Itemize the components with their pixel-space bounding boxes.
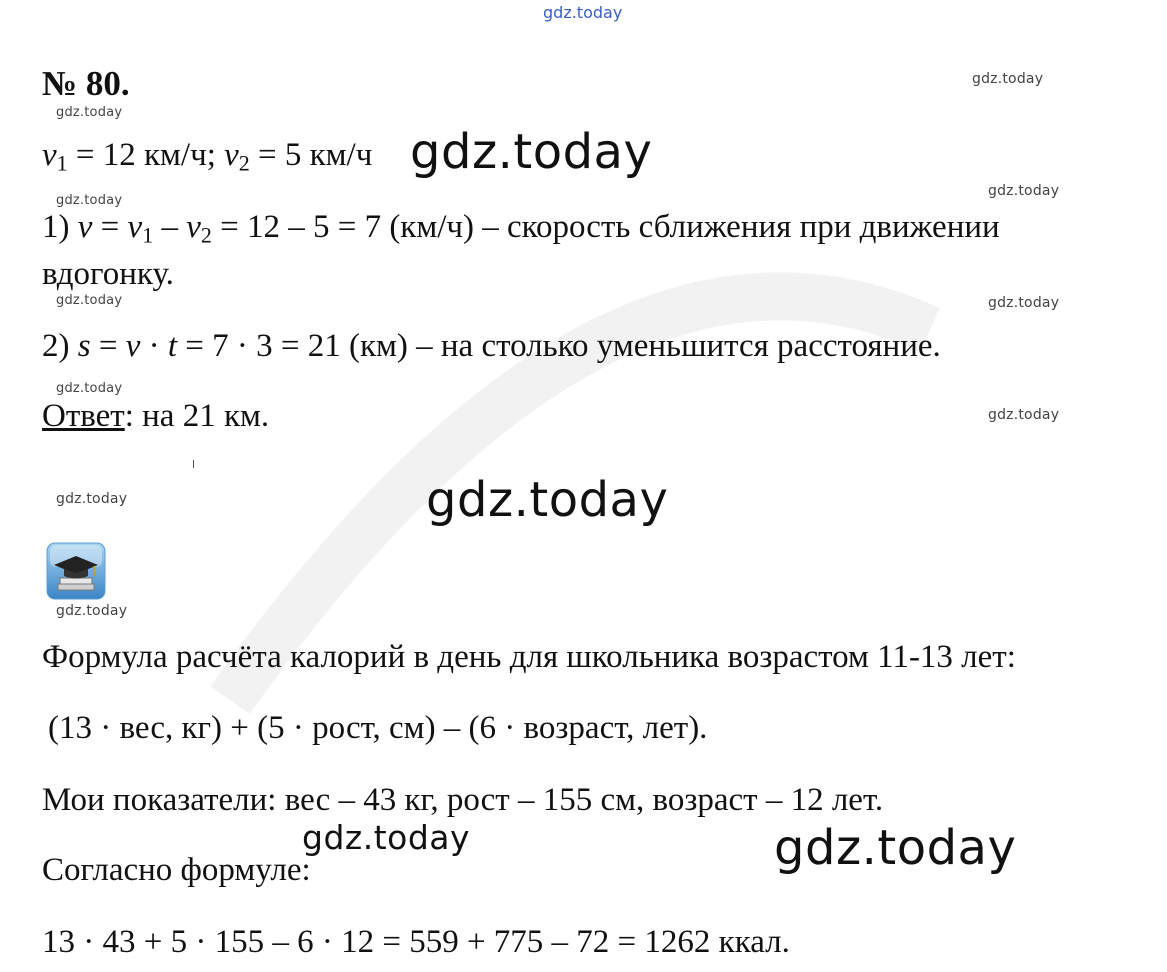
equals-sign: = — [92, 209, 128, 245]
step-2-calculation: = 7 · 3 = 21 (км) – на столько уменьшится расстояние. — [177, 328, 941, 364]
according-to-formula: Согласно формуле: — [42, 852, 311, 888]
calories-formula-heading: Формула расчёта калорий в день для школьника возрастом 11-13 лет: — [42, 639, 1016, 675]
small-watermark: gdz.today — [56, 293, 123, 308]
v-symbol: v — [77, 209, 93, 245]
step-2-number: 2) — [42, 328, 78, 364]
small-watermark: gdz.today — [988, 295, 1060, 311]
step-2-line — [42, 330, 941, 363]
big-watermark: gdz.today — [774, 820, 1017, 876]
step-1-calculation: = 12 – 5 = 7 (км/ч) – скорость сближения при движении — [211, 209, 1000, 245]
calories-formula: (13 · вес, кг) + (5 · рост, см) – (6 · возраст, лет). — [48, 710, 708, 746]
small-watermark: gdz.today — [988, 407, 1060, 423]
small-watermark: gdz.today — [56, 603, 128, 619]
v1-subscript: 1 — [142, 222, 154, 248]
small-watermark: gdz.today — [972, 71, 1044, 87]
small-watermark: gdz.today — [56, 105, 123, 120]
small-watermark: gdz.today — [56, 381, 123, 396]
top-watermark[interactable]: gdz.today — [543, 3, 623, 22]
v2-symbol: v — [186, 209, 201, 245]
v1-symbol: v — [42, 137, 57, 173]
my-parameters: Мои показатели: вес – 43 кг, рост – 155 см, возраст – 12 лет. — [42, 782, 884, 818]
t-symbol: t — [167, 328, 178, 364]
v2-symbol: v — [224, 137, 239, 173]
step-1-number: 1) — [42, 209, 78, 245]
step-1-line-1 — [42, 211, 1000, 247]
minus-sign: – — [153, 209, 187, 245]
given-line — [42, 139, 372, 175]
calories-calculation: 13 · 43 + 5 · 155 – 6 · 12 = 559 + 775 – 72 = 1262 ккал. — [42, 924, 790, 960]
v1-symbol: v — [127, 209, 143, 245]
problem-title: № 80. — [42, 64, 130, 103]
s-symbol: s — [77, 328, 91, 364]
graduation-cap-icon[interactable] — [46, 542, 106, 600]
big-watermark: gdz.today — [410, 124, 653, 180]
small-watermark: gdz.today — [56, 491, 128, 507]
small-watermark: gdz.today — [56, 193, 123, 208]
v1-value: = 12 км/ч; — [67, 137, 225, 173]
big-watermark: gdz.today — [302, 818, 471, 857]
v1-subscript: 1 — [56, 150, 68, 176]
stray-mark — [193, 460, 194, 468]
small-watermark: gdz.today — [988, 183, 1060, 199]
v2-value: = 5 км/ч — [249, 137, 373, 173]
step-1-line-2: вдогонку. — [42, 256, 174, 292]
equals-sign: = — [90, 328, 126, 364]
answer-label: Ответ — [42, 398, 125, 434]
answer-line — [42, 400, 269, 433]
dot-sign: · — [140, 328, 168, 364]
big-watermark: gdz.today — [426, 472, 669, 528]
v2-subscript: 2 — [200, 222, 212, 248]
answer-value: : на 21 км. — [124, 398, 270, 434]
v2-subscript: 2 — [238, 150, 250, 176]
v-symbol: v — [125, 328, 141, 364]
